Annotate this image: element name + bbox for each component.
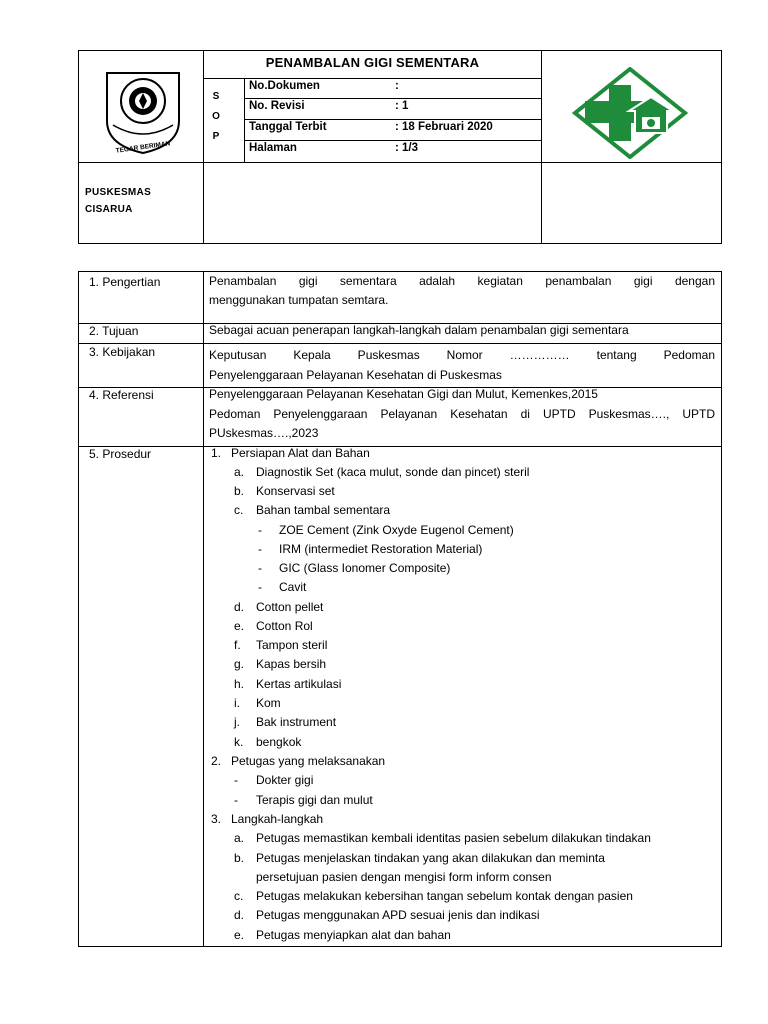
section-label-referensi: 4. Referensi: [89, 388, 154, 402]
header-divider: [203, 51, 204, 243]
pengertian-text-line: menggunakan tumpatan semtara.: [209, 293, 389, 307]
list-item: Kapas bersih: [256, 657, 327, 671]
sop-header-table: [78, 50, 722, 244]
list-marker: -: [258, 523, 262, 537]
pengertian-text-line: Penambalan gigi sementara adalah kegiatan penambalan gigi dengan: [209, 274, 715, 288]
list-item: Kom: [256, 696, 281, 710]
list-marker: j.: [234, 715, 240, 729]
row-divider: [79, 446, 721, 447]
list-marker: b.: [234, 851, 245, 865]
puskesmas-logo: [571, 67, 689, 159]
puskesmas-name-line: CISARUA: [85, 204, 133, 215]
info-value-no-dokumen: :: [395, 80, 399, 92]
info-label-halaman: Halaman: [249, 142, 297, 154]
row-divider: [79, 343, 721, 344]
kebijakan-text-line: Keputusan Kepala Puskesmas Nomor …………… tentang Pedoman: [209, 348, 715, 362]
list-item: Cotton pellet: [256, 600, 324, 614]
list-marker: a.: [234, 465, 245, 479]
emblem-motto: TEGAR BERIMAN: [115, 140, 171, 155]
header-divider: [244, 78, 245, 162]
column-divider: [203, 272, 204, 946]
info-label-no-revisi: No. Revisi: [249, 100, 305, 112]
header-divider: [244, 98, 541, 99]
list-marker: i.: [234, 696, 240, 710]
list-item: Petugas menyiapkan alat dan bahan: [256, 928, 451, 942]
sop-letter: P: [212, 131, 220, 142]
list-item: Petugas menggunakan APD sesuai jenis dan indikasi: [256, 908, 540, 922]
info-value-no-revisi: : 1: [395, 100, 409, 112]
info-label-no-dokumen: No.Dokumen: [249, 80, 320, 92]
kebijakan-text-line: Penyelenggaraan Pelayanan Kesehatan di Puskesmas: [209, 368, 502, 382]
tujuan-text: Sebagai acuan penerapan langkah-langkah dalam penambalan gigi sementara: [209, 323, 629, 337]
list-item: Cavit: [279, 580, 307, 594]
list-item: Langkah-langkah: [231, 812, 324, 826]
list-marker: -: [234, 773, 238, 787]
list-item: Bahan tambal sementara: [256, 503, 391, 517]
section-label-pengertian: 1. Pengertian: [89, 275, 161, 289]
header-divider: [203, 78, 541, 79]
list-item: Cotton Rol: [256, 619, 313, 633]
list-marker: h.: [234, 677, 245, 691]
list-item: Konservasi set: [256, 484, 335, 498]
document-title: PENAMBALAN GIGI SEMENTARA: [265, 55, 480, 70]
info-label-tanggal-terbit: Tanggal Terbit: [249, 121, 327, 133]
list-item: Tampon steril: [256, 638, 328, 652]
list-marker: -: [258, 561, 262, 575]
list-item: Kertas artikulasi: [256, 677, 342, 691]
list-item: ZOE Cement (Zink Oxyde Eugenol Cement): [279, 523, 514, 537]
referensi-text-line: PUskesmas….,2023: [209, 426, 319, 440]
list-item: Bak instrument: [256, 715, 337, 729]
header-divider: [79, 162, 721, 163]
list-item: Dokter gigi: [256, 773, 314, 787]
list-marker: d.: [234, 908, 245, 922]
puskesmas-name-line: PUSKESMAS: [85, 187, 152, 198]
list-item-continuation: persetujuan pasien dengan mengisi form inform consen: [256, 870, 552, 884]
list-number: 1.: [211, 446, 222, 460]
section-label-kebijakan: 3. Kebijakan: [89, 345, 156, 359]
header-divider: [541, 51, 542, 243]
list-item: GIC (Glass Ionomer Composite): [279, 561, 451, 575]
header-divider: [244, 140, 541, 141]
list-marker: e.: [234, 619, 245, 633]
list-marker: f.: [234, 638, 241, 652]
list-number: 3.: [211, 812, 222, 826]
list-item: Petugas menjelaskan tindakan yang akan dilakukan dan meminta: [256, 851, 605, 865]
section-label-prosedur: 5. Prosedur: [89, 447, 152, 461]
puskesmas-name: [85, 184, 151, 218]
info-value-halaman: : 1/3: [395, 142, 419, 154]
sop-content-table: [78, 271, 722, 947]
list-number: 2.: [211, 754, 222, 768]
list-item: Petugas melakukan kebersihan tangan sebelum kontak dengan pasien: [256, 889, 633, 903]
header-divider: [244, 119, 541, 120]
list-item: Persiapan Alat dan Bahan: [231, 446, 370, 460]
list-item: bengkok: [256, 735, 302, 749]
section-label-tujuan: 2. Tujuan: [89, 324, 139, 338]
list-item: Petugas yang melaksanakan: [231, 754, 386, 768]
list-item: IRM (intermediet Restoration Material): [279, 542, 483, 556]
list-marker: -: [258, 542, 262, 556]
info-value-tanggal-terbit: : 18 Februari 2020: [395, 121, 493, 133]
list-marker: k.: [234, 735, 244, 749]
referensi-text-line: Penyelenggaraan Pelayanan Kesehatan Gigi dan Mulut, Kemenkes,2015: [209, 387, 598, 401]
sop-letter: O: [212, 111, 220, 122]
list-item: Diagnostik Set (kaca mulut, sonde dan pincet) steril: [256, 465, 530, 479]
list-marker: c.: [234, 889, 244, 903]
referensi-text-line: Pedoman Penyelenggaraan Pelayanan Kesehatan di UPTD Puskesmas…., UPTD: [209, 407, 715, 421]
list-marker: b.: [234, 484, 245, 498]
list-marker: a.: [234, 831, 245, 845]
list-marker: e.: [234, 928, 245, 942]
list-item: Terapis gigi dan mulut: [256, 793, 373, 807]
list-marker: d.: [234, 600, 245, 614]
list-marker: g.: [234, 657, 245, 671]
list-marker: c.: [234, 503, 244, 517]
list-item: Petugas memastikan kembali identitas pasien sebelum dilakukan tindakan: [256, 831, 651, 845]
sop-letter: S: [212, 91, 220, 102]
list-marker: -: [258, 580, 262, 594]
list-marker: -: [234, 793, 238, 807]
